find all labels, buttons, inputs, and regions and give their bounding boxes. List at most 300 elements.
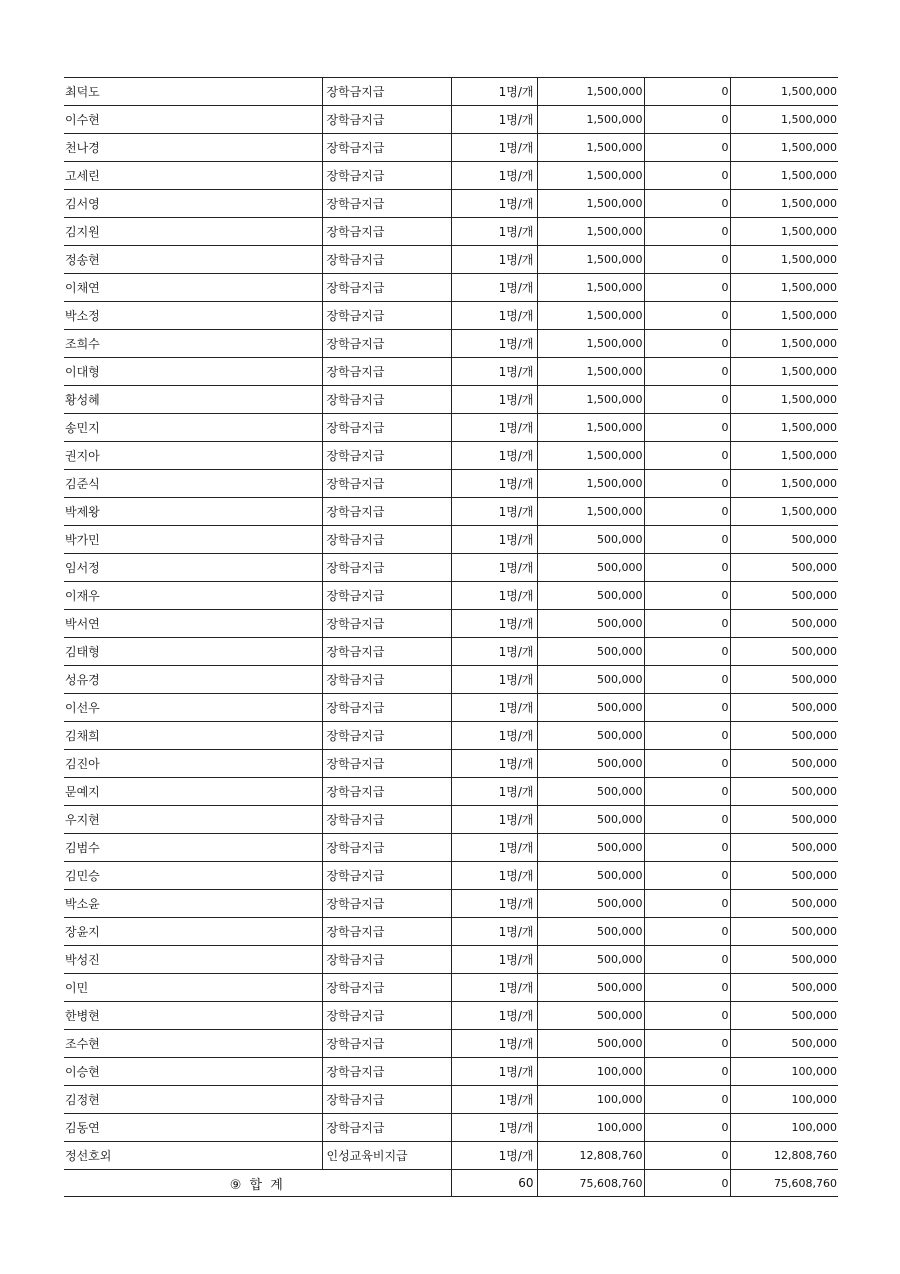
other-amount: 0 [644,526,730,554]
recipient-org [193,638,322,666]
amount: 500,000 [537,610,644,638]
other-amount: 0 [644,162,730,190]
row-total: 500,000 [730,554,838,582]
quantity: 1명/개 [451,1142,537,1170]
recipient-name: 이민 [64,974,193,1002]
amount: 1,500,000 [537,78,644,106]
recipient-name: 박제왕 [64,498,193,526]
amount: 1,500,000 [537,302,644,330]
payment-item: 장학금지급 [322,1058,451,1086]
payment-item: 장학금지급 [322,582,451,610]
table-row [64,470,838,498]
recipient-name: 김진아 [64,750,193,778]
payment-item: 장학금지급 [322,162,451,190]
amount: 1,500,000 [537,190,644,218]
other-amount: 0 [644,386,730,414]
other-amount: 0 [644,750,730,778]
amount: 1,500,000 [537,246,644,274]
row-total: 1,500,000 [730,274,838,302]
payment-item: 장학금지급 [322,358,451,386]
quantity: 1명/개 [451,1030,537,1058]
table-row [64,526,838,554]
row-total: 1,500,000 [730,246,838,274]
table-row [64,106,838,134]
table-row [64,498,838,526]
payment-item: 장학금지급 [322,330,451,358]
recipient-name: 김지원 [64,218,193,246]
recipient-org [193,162,322,190]
row-total: 100,000 [730,1058,838,1086]
row-total: 500,000 [730,946,838,974]
quantity: 1명/개 [451,694,537,722]
payment-item: 장학금지급 [322,1086,451,1114]
recipient-org [193,1058,322,1086]
row-total: 500,000 [730,750,838,778]
payment-item: 장학금지급 [322,918,451,946]
table-row [64,750,838,778]
row-total: 500,000 [730,1002,838,1030]
other-amount: 0 [644,1142,730,1170]
other-amount: 0 [644,610,730,638]
summary-label: ⑨ 합 계 [64,1170,451,1197]
recipient-org [193,1086,322,1114]
payment-item: 장학금지급 [322,302,451,330]
table-row [64,554,838,582]
payment-item: 장학금지급 [322,106,451,134]
recipient-org [193,974,322,1002]
payment-item: 인성교육비지급 [322,1142,451,1170]
quantity: 1명/개 [451,274,537,302]
summary-amount: 75,608,760 [537,1170,644,1197]
recipient-org [193,78,322,106]
quantity: 1명/개 [451,218,537,246]
recipient-name: 임서정 [64,554,193,582]
amount: 1,500,000 [537,106,644,134]
row-total: 1,500,000 [730,302,838,330]
recipient-org [193,1030,322,1058]
other-amount: 0 [644,498,730,526]
amount: 500,000 [537,1030,644,1058]
payment-item: 장학금지급 [322,806,451,834]
amount: 12,808,760 [537,1142,644,1170]
payment-item: 장학금지급 [322,638,451,666]
recipient-org [193,778,322,806]
table-row [64,806,838,834]
payment-item: 장학금지급 [322,134,451,162]
recipient-name: 김민승 [64,862,193,890]
other-amount: 0 [644,470,730,498]
summary-other-amount: 0 [644,1170,730,1197]
table-row [64,218,838,246]
recipient-name: 김범수 [64,834,193,862]
other-amount: 0 [644,890,730,918]
quantity: 1명/개 [451,610,537,638]
other-amount: 0 [644,78,730,106]
table-row [64,162,838,190]
recipient-org [193,666,322,694]
row-total: 500,000 [730,862,838,890]
amount: 500,000 [537,918,644,946]
other-amount: 0 [644,1030,730,1058]
recipient-name: 박서연 [64,610,193,638]
recipient-name: 송민지 [64,414,193,442]
amount: 1,500,000 [537,358,644,386]
other-amount: 0 [644,582,730,610]
recipient-name: 정선호외 [64,1142,193,1170]
summary-count: 60 [451,1170,537,1197]
quantity: 1명/개 [451,806,537,834]
quantity: 1명/개 [451,890,537,918]
recipient-org [193,1142,322,1170]
payment-item: 장학금지급 [322,862,451,890]
other-amount: 0 [644,134,730,162]
quantity: 1명/개 [451,190,537,218]
payment-item: 장학금지급 [322,246,451,274]
other-amount: 0 [644,358,730,386]
recipient-name: 박성진 [64,946,193,974]
amount: 1,500,000 [537,442,644,470]
row-total: 500,000 [730,582,838,610]
quantity: 1명/개 [451,302,537,330]
quantity: 1명/개 [451,442,537,470]
row-total: 500,000 [730,526,838,554]
table-row [64,1002,838,1030]
row-total: 1,500,000 [730,470,838,498]
payment-item: 장학금지급 [322,890,451,918]
other-amount: 0 [644,778,730,806]
other-amount: 0 [644,1058,730,1086]
other-amount: 0 [644,722,730,750]
amount: 1,500,000 [537,386,644,414]
other-amount: 0 [644,862,730,890]
row-total: 500,000 [730,666,838,694]
recipient-name: 권지아 [64,442,193,470]
payment-item: 장학금지급 [322,722,451,750]
row-total: 1,500,000 [730,162,838,190]
recipient-org [193,750,322,778]
row-total: 1,500,000 [730,134,838,162]
recipient-name: 이채연 [64,274,193,302]
quantity: 1명/개 [451,1058,537,1086]
amount: 1,500,000 [537,162,644,190]
quantity: 1명/개 [451,946,537,974]
recipient-org [193,526,322,554]
recipient-name: 박가민 [64,526,193,554]
table-row [64,274,838,302]
payment-item: 장학금지급 [322,218,451,246]
recipient-name: 한병현 [64,1002,193,1030]
payment-item: 장학금지급 [322,1002,451,1030]
recipient-name: 조희수 [64,330,193,358]
quantity: 1명/개 [451,414,537,442]
recipient-name: 김서영 [64,190,193,218]
recipient-name: 이선우 [64,694,193,722]
other-amount: 0 [644,974,730,1002]
row-total: 1,500,000 [730,330,838,358]
other-amount: 0 [644,190,730,218]
row-total: 1,500,000 [730,78,838,106]
amount: 500,000 [537,666,644,694]
amount: 100,000 [537,1114,644,1142]
summary-row [64,1170,838,1197]
other-amount: 0 [644,638,730,666]
other-amount: 0 [644,946,730,974]
quantity: 1명/개 [451,470,537,498]
table-row [64,1030,838,1058]
row-total: 500,000 [730,610,838,638]
amount: 500,000 [537,638,644,666]
other-amount: 0 [644,218,730,246]
recipient-org [193,358,322,386]
recipient-name: 문예지 [64,778,193,806]
recipient-org [193,498,322,526]
quantity: 1명/개 [451,722,537,750]
quantity: 1명/개 [451,1114,537,1142]
payment-item: 장학금지급 [322,442,451,470]
quantity: 1명/개 [451,834,537,862]
recipient-name: 조수현 [64,1030,193,1058]
table-row [64,582,838,610]
amount: 500,000 [537,946,644,974]
recipient-name: 이대형 [64,358,193,386]
table-row [64,666,838,694]
table-row [64,610,838,638]
payment-item: 장학금지급 [322,834,451,862]
quantity: 1명/개 [451,134,537,162]
row-total: 500,000 [730,974,838,1002]
amount: 500,000 [537,1002,644,1030]
recipient-org [193,134,322,162]
amount: 100,000 [537,1058,644,1086]
amount: 500,000 [537,778,644,806]
recipient-name: 최덕도 [64,78,193,106]
recipient-name: 이수현 [64,106,193,134]
payment-item: 장학금지급 [322,554,451,582]
quantity: 1명/개 [451,358,537,386]
scholarship-ledger-table [64,77,838,1197]
row-total: 12,808,760 [730,1142,838,1170]
other-amount: 0 [644,1114,730,1142]
row-total: 1,500,000 [730,414,838,442]
recipient-org [193,302,322,330]
payment-item: 장학금지급 [322,498,451,526]
amount: 500,000 [537,750,644,778]
other-amount: 0 [644,834,730,862]
recipient-org [193,582,322,610]
table-row [64,890,838,918]
recipient-name: 이재우 [64,582,193,610]
recipient-org [193,610,322,638]
recipient-org [193,442,322,470]
quantity: 1명/개 [451,106,537,134]
payment-item: 장학금지급 [322,750,451,778]
row-total: 1,500,000 [730,442,838,470]
other-amount: 0 [644,666,730,694]
table-row [64,246,838,274]
table-row [64,974,838,1002]
recipient-name: 장윤지 [64,918,193,946]
recipient-org [193,414,322,442]
recipient-name: 박소정 [64,302,193,330]
recipient-name: 이승현 [64,1058,193,1086]
recipient-name: 김동연 [64,1114,193,1142]
payment-item: 장학금지급 [322,974,451,1002]
row-total: 500,000 [730,834,838,862]
recipient-org [193,890,322,918]
table-row [64,1058,838,1086]
amount: 1,500,000 [537,414,644,442]
row-total: 1,500,000 [730,358,838,386]
other-amount: 0 [644,1086,730,1114]
row-total: 1,500,000 [730,106,838,134]
row-total: 500,000 [730,806,838,834]
row-total: 1,500,000 [730,190,838,218]
other-amount: 0 [644,302,730,330]
payment-item: 장학금지급 [322,190,451,218]
payment-item: 장학금지급 [322,610,451,638]
amount: 500,000 [537,554,644,582]
recipient-name: 정송현 [64,246,193,274]
payment-item: 장학금지급 [322,78,451,106]
quantity: 1명/개 [451,974,537,1002]
amount: 500,000 [537,722,644,750]
recipient-org [193,386,322,414]
recipient-org [193,470,322,498]
quantity: 1명/개 [451,1002,537,1030]
row-total: 500,000 [730,638,838,666]
quantity: 1명/개 [451,750,537,778]
row-total: 500,000 [730,918,838,946]
other-amount: 0 [644,274,730,302]
amount: 1,500,000 [537,274,644,302]
quantity: 1명/개 [451,554,537,582]
recipient-org [193,1114,322,1142]
quantity: 1명/개 [451,246,537,274]
recipient-org [193,330,322,358]
amount: 500,000 [537,582,644,610]
quantity: 1명/개 [451,330,537,358]
other-amount: 0 [644,554,730,582]
payment-item: 장학금지급 [322,666,451,694]
recipient-org [193,554,322,582]
table-row [64,442,838,470]
quantity: 1명/개 [451,78,537,106]
other-amount: 0 [644,442,730,470]
payment-item: 장학금지급 [322,414,451,442]
recipient-name: 우지현 [64,806,193,834]
amount: 1,500,000 [537,218,644,246]
amount: 500,000 [537,862,644,890]
quantity: 1명/개 [451,666,537,694]
table-row [64,778,838,806]
other-amount: 0 [644,246,730,274]
table-row [64,330,838,358]
amount: 1,500,000 [537,498,644,526]
row-total: 100,000 [730,1086,838,1114]
recipient-name: 황성혜 [64,386,193,414]
recipient-org [193,862,322,890]
table-row [64,1142,838,1170]
recipient-name: 김채희 [64,722,193,750]
amount: 500,000 [537,526,644,554]
recipient-org [193,694,322,722]
row-total: 500,000 [730,1030,838,1058]
amount: 1,500,000 [537,330,644,358]
table-row [64,78,838,106]
amount: 100,000 [537,1086,644,1114]
payment-item: 장학금지급 [322,946,451,974]
summary-total: 75,608,760 [730,1170,838,1197]
amount: 500,000 [537,806,644,834]
quantity: 1명/개 [451,162,537,190]
ledger-body [64,78,838,1197]
table-row [64,946,838,974]
quantity: 1명/개 [451,498,537,526]
recipient-org [193,834,322,862]
table-row [64,862,838,890]
table-row [64,694,838,722]
table-row [64,134,838,162]
recipient-name: 김태형 [64,638,193,666]
row-total: 1,500,000 [730,386,838,414]
recipient-org [193,1002,322,1030]
payment-item: 장학금지급 [322,1114,451,1142]
quantity: 1명/개 [451,582,537,610]
row-total: 500,000 [730,722,838,750]
recipient-org [193,190,322,218]
other-amount: 0 [644,918,730,946]
recipient-name: 박소윤 [64,890,193,918]
payment-item: 장학금지급 [322,778,451,806]
table-row [64,302,838,330]
row-total: 100,000 [730,1114,838,1142]
row-total: 500,000 [730,694,838,722]
quantity: 1명/개 [451,918,537,946]
recipient-name: 김준식 [64,470,193,498]
amount: 1,500,000 [537,134,644,162]
table-row [64,722,838,750]
quantity: 1명/개 [451,1086,537,1114]
payment-item: 장학금지급 [322,694,451,722]
other-amount: 0 [644,806,730,834]
recipient-org [193,274,322,302]
table-row [64,1086,838,1114]
payment-item: 장학금지급 [322,470,451,498]
recipient-org [193,806,322,834]
other-amount: 0 [644,1002,730,1030]
recipient-name: 고세린 [64,162,193,190]
payment-item: 장학금지급 [322,386,451,414]
quantity: 1명/개 [451,386,537,414]
table-row [64,638,838,666]
recipient-org [193,918,322,946]
amount: 500,000 [537,694,644,722]
recipient-org [193,722,322,750]
recipient-org [193,106,322,134]
table-row [64,414,838,442]
recipient-name: 성유경 [64,666,193,694]
other-amount: 0 [644,694,730,722]
payment-item: 장학금지급 [322,526,451,554]
row-total: 1,500,000 [730,218,838,246]
row-total: 500,000 [730,890,838,918]
payment-item: 장학금지급 [322,1030,451,1058]
table-row [64,358,838,386]
other-amount: 0 [644,414,730,442]
quantity: 1명/개 [451,862,537,890]
amount: 500,000 [537,834,644,862]
recipient-org [193,218,322,246]
